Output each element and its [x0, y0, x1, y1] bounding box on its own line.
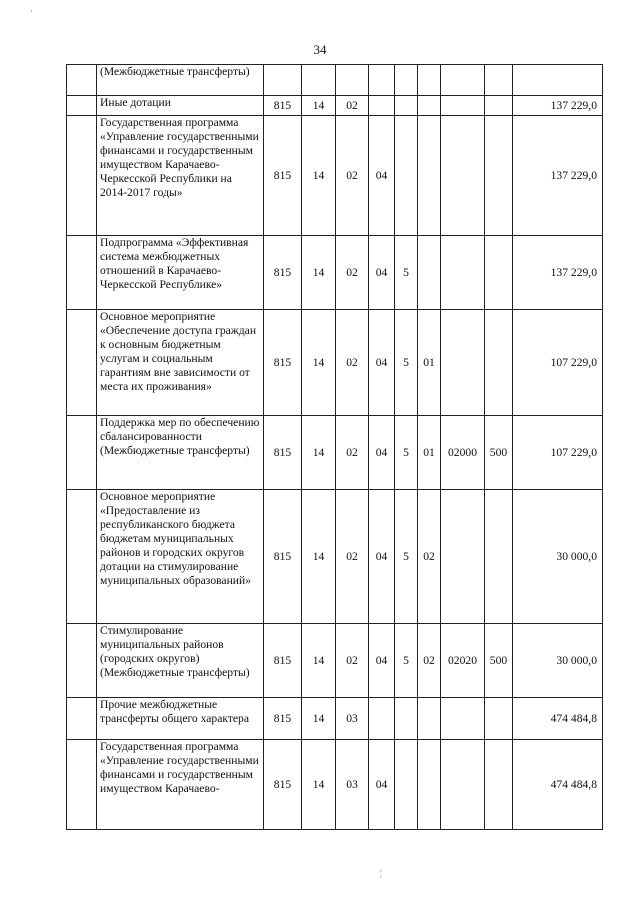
- expense-type-code-cell: [485, 698, 513, 740]
- event-code-cell: [418, 740, 441, 830]
- section-code-cell: 14: [302, 236, 336, 310]
- program-code-cell: 04: [369, 236, 395, 310]
- ministry-code-cell: 815: [264, 624, 302, 698]
- subprogram-code-cell: 5: [395, 310, 418, 416]
- program-code-cell: 04: [369, 490, 395, 624]
- amount-cell: [513, 65, 603, 96]
- amount-cell: 30 000,0: [513, 490, 603, 624]
- subprogram-code-cell: [395, 698, 418, 740]
- expense-type-code-cell: [485, 490, 513, 624]
- direction-code-cell: [441, 698, 485, 740]
- ministry-code-cell: 815: [264, 310, 302, 416]
- subsection-code-cell: [336, 65, 369, 96]
- event-code-cell: 01: [418, 416, 441, 490]
- row-number-cell: [67, 624, 97, 698]
- amount-cell: 137 229,0: [513, 116, 603, 236]
- scan-speck: ·: [30, 6, 33, 16]
- subprogram-code-cell: 5: [395, 624, 418, 698]
- subsection-code-cell: 02: [336, 236, 369, 310]
- event-code-cell: [418, 698, 441, 740]
- subsection-code-cell: 02: [336, 116, 369, 236]
- expense-type-code-cell: 500: [485, 416, 513, 490]
- direction-code-cell: [441, 96, 485, 116]
- program-code-cell: [369, 96, 395, 116]
- program-code-cell: 04: [369, 740, 395, 830]
- item-name-cell: Государственная программа «Управление государственными финансами и государственным имуществом Карачаево-Черкесской Республики на 2014-2017 годы»: [97, 116, 264, 236]
- event-code-cell: 02: [418, 624, 441, 698]
- direction-code-cell: 02000: [441, 416, 485, 490]
- amount-cell: 107 229,0: [513, 310, 603, 416]
- expense-type-code-cell: [485, 65, 513, 96]
- ministry-code-cell: 815: [264, 416, 302, 490]
- subprogram-code-cell: 5: [395, 490, 418, 624]
- event-code-cell: 01: [418, 310, 441, 416]
- table-row: [67, 698, 603, 740]
- page-number: 34: [313, 42, 327, 57]
- subsection-code-cell: 02: [336, 490, 369, 624]
- expense-type-code-cell: [485, 96, 513, 116]
- row-number-cell: [67, 698, 97, 740]
- table-row: [67, 624, 603, 698]
- row-number-cell: [67, 490, 97, 624]
- subsection-code-cell: 03: [336, 740, 369, 830]
- ministry-code-cell: 815: [264, 740, 302, 830]
- ministry-code-cell: 815: [264, 490, 302, 624]
- subsection-code-cell: 02: [336, 624, 369, 698]
- section-code-cell: [302, 65, 336, 96]
- section-code-cell: 14: [302, 490, 336, 624]
- section-code-cell: 14: [302, 624, 336, 698]
- ministry-code-cell: 815: [264, 116, 302, 236]
- row-number-cell: [67, 416, 97, 490]
- section-code-cell: 14: [302, 96, 336, 116]
- expense-type-code-cell: [485, 116, 513, 236]
- table-row: [67, 96, 603, 116]
- amount-cell: 107 229,0: [513, 416, 603, 490]
- row-number-cell: [67, 236, 97, 310]
- direction-code-cell: [441, 65, 485, 96]
- program-code-cell: 04: [369, 416, 395, 490]
- direction-code-cell: 02020: [441, 624, 485, 698]
- row-number-cell: [67, 96, 97, 116]
- event-code-cell: [418, 236, 441, 310]
- table-row: [67, 740, 603, 830]
- event-code-cell: [418, 65, 441, 96]
- table-row: [67, 65, 603, 96]
- item-name-cell: Прочие межбюджетные трансферты общего характера: [97, 698, 264, 740]
- table-row: [67, 236, 603, 310]
- event-code-cell: [418, 96, 441, 116]
- expense-type-code-cell: [485, 310, 513, 416]
- table-row: [67, 310, 603, 416]
- item-name-cell: Основное мероприятие «Обеспечение доступа граждан к основным бюджетным услугам и социальным гарантиям вне зависимости от места их проживания»: [97, 310, 264, 416]
- amount-cell: 137 229,0: [513, 96, 603, 116]
- ministry-code-cell: [264, 65, 302, 96]
- event-code-cell: 02: [418, 490, 441, 624]
- budget-table: [66, 64, 603, 830]
- direction-code-cell: [441, 116, 485, 236]
- section-code-cell: 14: [302, 416, 336, 490]
- subsection-code-cell: 02: [336, 96, 369, 116]
- subprogram-code-cell: [395, 96, 418, 116]
- subsection-code-cell: 03: [336, 698, 369, 740]
- program-code-cell: 04: [369, 624, 395, 698]
- direction-code-cell: [441, 740, 485, 830]
- row-number-cell: [67, 740, 97, 830]
- item-name-cell: Иные дотации: [97, 96, 264, 116]
- expense-type-code-cell: [485, 236, 513, 310]
- table-row: [67, 416, 603, 490]
- section-code-cell: 14: [302, 310, 336, 416]
- table-row: [67, 116, 603, 236]
- program-code-cell: 04: [369, 310, 395, 416]
- scan-speck: ¦: [380, 868, 382, 878]
- program-code-cell: [369, 698, 395, 740]
- item-name-cell: (Межбюджетные трансферты): [97, 65, 264, 96]
- ministry-code-cell: 815: [264, 236, 302, 310]
- subsection-code-cell: 02: [336, 310, 369, 416]
- expense-type-code-cell: 500: [485, 624, 513, 698]
- amount-cell: 474 484,8: [513, 698, 603, 740]
- row-number-cell: [67, 310, 97, 416]
- direction-code-cell: [441, 490, 485, 624]
- ministry-code-cell: 815: [264, 96, 302, 116]
- table-row: [67, 490, 603, 624]
- subprogram-code-cell: [395, 116, 418, 236]
- item-name-cell: Стимулирование муниципальных районов (городских округов) (Межбюджетные трансферты): [97, 624, 264, 698]
- item-name-cell: Основное мероприятие «Предоставление из республиканского бюджета бюджетам муниципальных районов и городских округов дотации на стимулирование муниципальных образований»: [97, 490, 264, 624]
- section-code-cell: 14: [302, 116, 336, 236]
- subprogram-code-cell: 5: [395, 236, 418, 310]
- program-code-cell: [369, 65, 395, 96]
- direction-code-cell: [441, 310, 485, 416]
- subsection-code-cell: 02: [336, 416, 369, 490]
- row-number-cell: [67, 116, 97, 236]
- amount-cell: 137 229,0: [513, 236, 603, 310]
- ministry-code-cell: 815: [264, 698, 302, 740]
- section-code-cell: 14: [302, 740, 336, 830]
- section-code-cell: 14: [302, 698, 336, 740]
- expense-type-code-cell: [485, 740, 513, 830]
- item-name-cell: Государственная программа «Управление государственными финансами и государственным имуществом Карачаево-: [97, 740, 264, 830]
- row-number-cell: [67, 65, 97, 96]
- item-name-cell: Подпрограмма «Эффективная система межбюджетных отношений в Карачаево-Черкесской Республике»: [97, 236, 264, 310]
- amount-cell: 474 484,8: [513, 740, 603, 830]
- subprogram-code-cell: [395, 65, 418, 96]
- direction-code-cell: [441, 236, 485, 310]
- program-code-cell: 04: [369, 116, 395, 236]
- subprogram-code-cell: 5: [395, 416, 418, 490]
- item-name-cell: Поддержка мер по обеспечению сбалансированности (Межбюджетные трансферты): [97, 416, 264, 490]
- event-code-cell: [418, 116, 441, 236]
- subprogram-code-cell: [395, 740, 418, 830]
- amount-cell: 30 000,0: [513, 624, 603, 698]
